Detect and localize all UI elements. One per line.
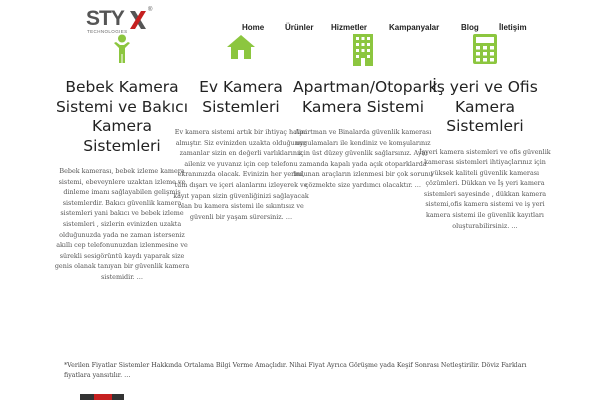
service-description: Apartman ve Binalarda güvenlik kamerası uygulamaları ile kendiniz ve komşularınız için üst düzey güvenlik sağlarsınız. Aynı zamanda kapalı yada açık otoparklarda bulunan araçların izlenmesi bir çok sorunu çözmekte size yardımcı olacaktır. … — [293, 128, 433, 189]
nav-home[interactable]: Home — [242, 23, 265, 32]
price-disclaimer: *Verilen Fiyatlar Sistemler Hakkında Ortalama Bilgi Verme Amaçlıdır. Nihai Fiyat Ayrıca Görüşme yada Keşif Sonrası Netleştirilir. Döviz Farkları fiyatlara yansıtılır. … — [64, 362, 527, 380]
calculator-icon — [415, 34, 555, 74]
banner-accent — [94, 394, 112, 400]
home-icon — [171, 34, 311, 74]
service-title: Ev Kamera Sistemleri — [199, 78, 283, 116]
building-icon — [293, 34, 433, 74]
nav-blog[interactable]: Blog — [461, 23, 479, 32]
logo-registered-mark: ® — [148, 7, 153, 13]
service-description: Ev kamera sistemi artık bir ihtiyaç halini almıştır. Siz evinizden uzakta olduğunuz zamanlar sizin en değerli varlıklarınız aileniz ve yuvanız için cep telefonu ekranınızda olacak. Evinizin her yerini, tüm dışarı ve içeri alanlarını izleyerek ve kayıt yapan sizin güvenliğinizi sağlayacak olan bu kamera sistemi ile sıkıntısız ve güvenli bir yaşam sürersiniz. … — [173, 128, 309, 221]
nav-services[interactable]: Hizmetler — [331, 23, 368, 32]
nav-products[interactable]: Ürünler — [285, 23, 314, 32]
service-title: İş yeri ve Ofis Kamera Sistemleri — [432, 78, 538, 135]
service-description: İşyeri kamera sistemleri ve ofis güvenlik kamerası sistemleri ihtiyaçlarınız için yüksek kaliteli güvenlik kamerası çözümleri. Dükkan ve İş yeri kamera sistemleri sayesinde , dükkan kamera sistemi,ofis kamera sistemi ve iş yeri kamera sistemi ile güvenlik kayıtları oluşturabilirsiniz. … — [419, 147, 551, 230]
logo-wordmark: STY — [86, 7, 124, 30]
partial-banner — [80, 394, 124, 400]
service-column-home — [171, 34, 311, 222]
nav-campaigns[interactable]: Kampanyalar — [389, 23, 440, 32]
service-title: Apartman/Otopark Kamera Sistemi — [293, 78, 438, 116]
service-column-apartment — [293, 34, 438, 191]
service-description: Bebek kamerası, bebek izleme kamera sistemi, ebeveynlere uzaktan izleme ve dinleme imanı sağlayabilen gelişmiş sistemlerdir. Bakıcı güvenlik kamera sistemleri yani bakıcı ve bebek izleme sistemleri , sizlerin evinizden uzakta olduğunuzda yada ne zaman isterseniz akıllı cep telefonunuzdan izlenmesine ve sürekli sesigörüntü kaydı yaparak size genis olanak tanıyan bir güvenlik kamera sistemidir. … — [54, 167, 190, 281]
service-column-office — [415, 34, 555, 231]
logo-x-mark — [130, 11, 146, 29]
nav-contact[interactable]: İletişim — [499, 23, 527, 32]
service-title: Bebek Kamera Sistemi ve Bakıcı Kamera Sistemleri — [55, 78, 189, 155]
logo-tagline: TECHNOLOGIES — [87, 29, 128, 34]
